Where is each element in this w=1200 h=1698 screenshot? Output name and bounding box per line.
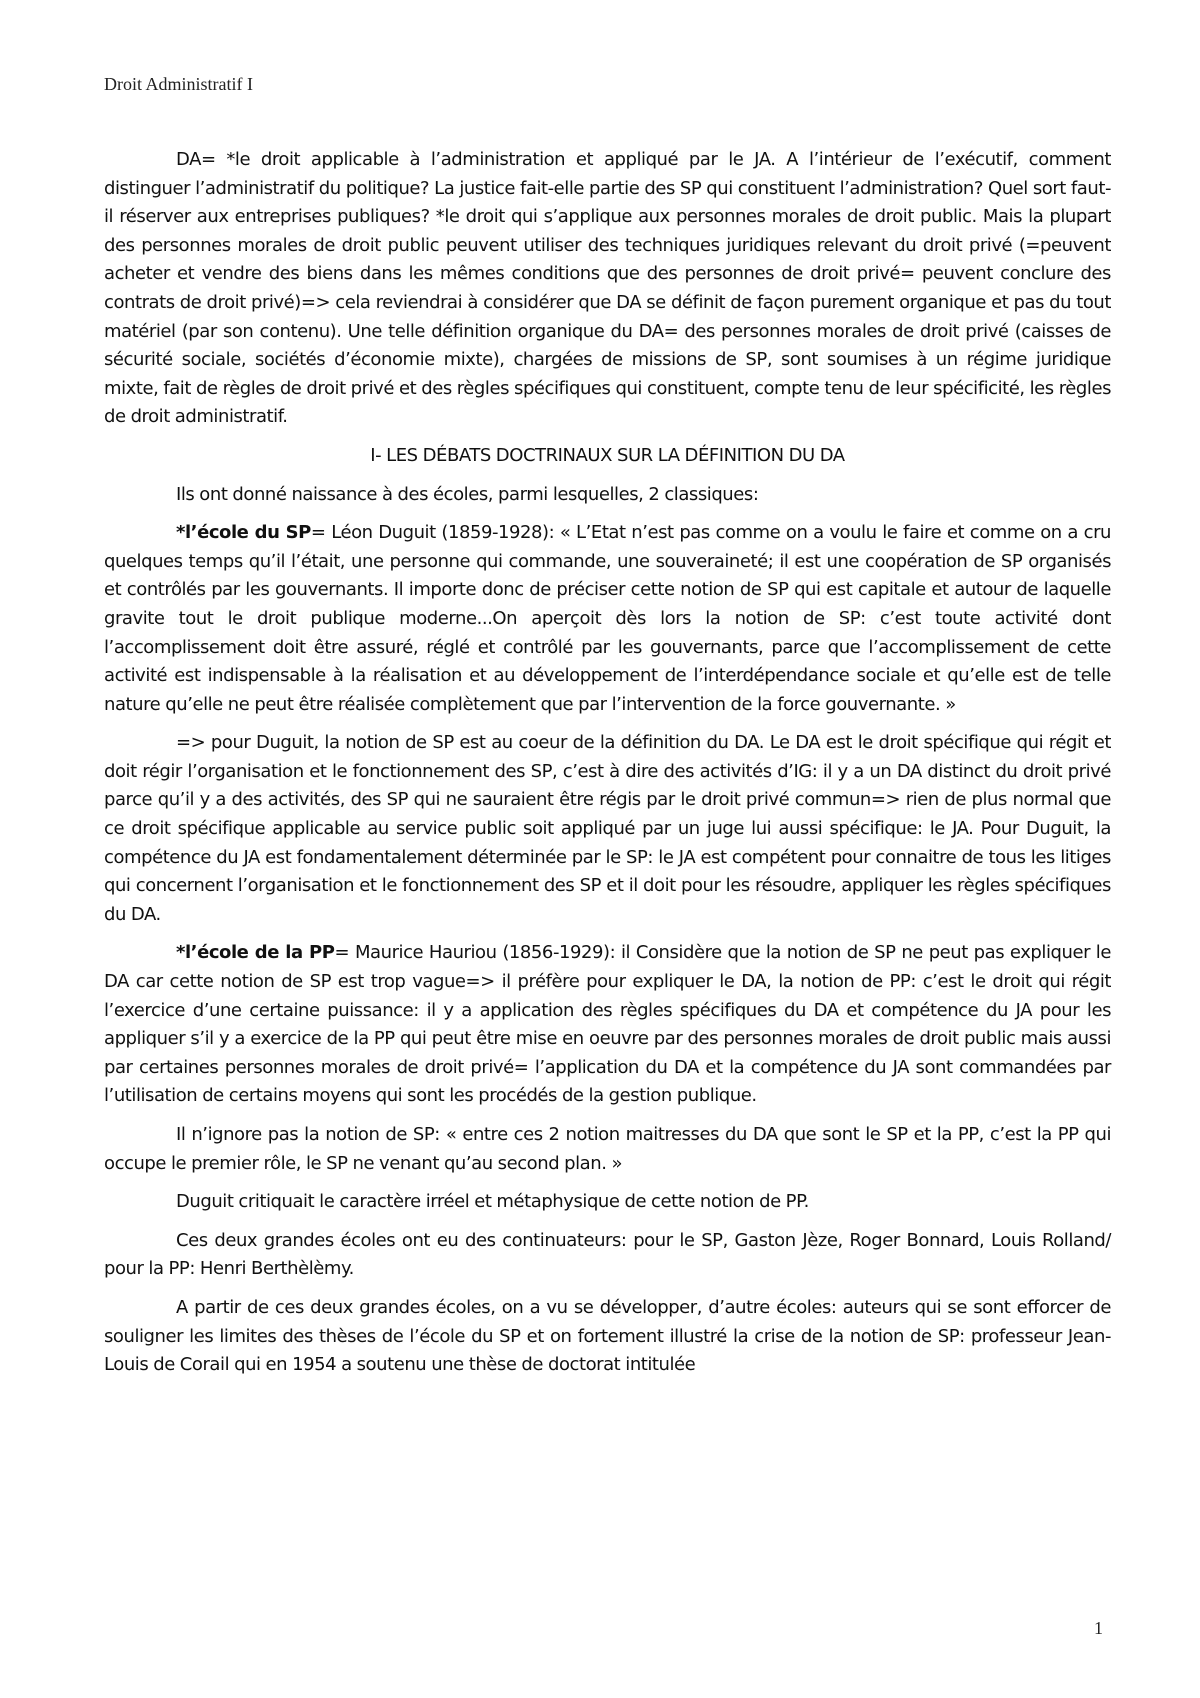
paragraph-school-pp (104, 939, 1111, 1111)
school-pp-text: = Maurice Hauriou (1856-1929): il Considère que la notion de SP ne peut pas expliquer le DA car cette notion de SP est trop vague=> il préfère pour expliquer le DA, la notion de PP: c’est le droit qui régit l’exercice d’une certaine puissance: il y a application des règles spécifiques du DA et compétence du JA pour les appliquer s’il y a exercice de la PP qui peut être mise en oeuvre par des personnes morales de droit public mais aussi par certaines personnes morales de droit privé= l’application du DA et la compétence du JA sont commandées par l’utilisation de certains moyens qui sont les procédés de la gestion publique. (104, 942, 1111, 1107)
paragraph-continuators: Ces deux grandes écoles ont eu des continuateurs: pour le SP, Gaston Jèze, Roger Bonnard, Louis Rolland/ pour la PP: Henri Berthèlèmy. (104, 1229, 1111, 1280)
paragraph-hauriou-quote: Il n’ignore pas la notion de SP: « entre ces 2 notion maitresses du DA que sont le SP et la PP, c’est la PP qui occupe le premier rôle, le SP ne venant qu’au second plan. » (104, 1124, 1111, 1174)
paragraph-definition: DA= *le droit applicable à l’administration et appliqué par le JA. A l’intérieur de l’exécutif, comment distinguer l’administratif du politique? La justice fait-elle partie des SP qui constituent l’administration? Quel sort faut-il réserver aux entreprises publiques? *le droit qui s’applique aux personnes morales de droit public. Mais la plupart des personnes morales de droit public peuvent utiliser des techniques juridiques relevant du droit privé (=peuvent acheter et vendre des biens dans les mêmes conditions que des personnes de droit privé= peuvent conclure des contrats de droit privé)=> cela reviendrai à considérer que DA se définit de façon purement organique et pas du tout matériel (par son contenu). Une telle définition organique du DA= des personnes morales de droit privé (caisses de sécurité sociale, sociétés d’économie mixte), chargées de missions de SP, sont soumises à un régime juridique mixte, fait de règles de droit privé et des règles spécifiques qui constituent, compte tenu de leur spécificité, les règles de droit administratif. (104, 149, 1111, 428)
school-sp-text: = Léon Duguit (1859-1928): « L’Etat n’est pas comme on a voulu le faire et comme on a cru quelques temps qu’il l’était, une personne qui commande, une souveraineté; il est une coopération de SP organisés et contrôlés par les gouvernants. Il importe donc de préciser cette notion de SP qui est capitale et autour de laquelle gravite tout le droit publique moderne...On aperçoit dès lors la notion de SP: c’est toute activité dont l’accomplissement doit être assuré, réglé et contrôlé par les gouvernants, parce que l’accomplissement de cette activité est indispensable à la réalisation et au développement de l’interdépendance sociale et qu’elle est de telle nature qu’elle ne peut être réalisée complètement que par l’intervention de la force gouvernante. » (104, 522, 1111, 715)
section-heading: I- LES DÉBATS DOCTRINAUX SUR LA DÉFINITION DU DA (370, 444, 845, 466)
paragraph-school-sp (104, 519, 1111, 719)
paragraph-duguit-critique: Duguit critiquait le caractère irréel et métaphysique de cette notion de PP. (176, 1191, 809, 1213)
school-sp-title: *l’école du SP (176, 522, 311, 544)
page-number: 1 (1094, 1618, 1103, 1638)
school-pp-title: *l’école de la PP (176, 942, 335, 964)
running-header: Droit Administratif I (104, 74, 253, 94)
paragraph-other-schools: A partir de ces deux grandes écoles, on a vu se développer, d’autre écoles: auteurs qui se sont efforcer de souligner les limites des thèses de l’école du SP et on fortement illustré la crise de la notion de SP: professeur Jean-Louis de Corail qui en 1954 a soutenu une thèse de doctorat intitulée (104, 1296, 1111, 1376)
paragraph-duguit-analysis: => pour Duguit, la notion de SP est au coeur de la définition du DA. Le DA est le droit spécifique qui régit et doit régir l’organisation et le fonctionnement des SP, c’est à dire des activités d’IG: il y a un DA distinct du droit privé parce qu’il y a des activités, des SP qui ne sauraient être régis par le droit privé commun=> rien de plus normal que ce droit spécifique applicable au service public soit appliqué par un juge lui aussi spécifique: le JA. Pour Duguit, la compétence du JA est fondamentalement déterminée par le SP: le JA est compétent pour connaitre de tous les litiges qui concernent l’organisation et le fonctionnement des SP et il doit pour les résoudre, appliquer les règles spécifiques du DA. (104, 732, 1111, 925)
document-body (104, 146, 1111, 1390)
paragraph-schools-intro: Ils ont donné naissance à des écoles, parmi lesquelles, 2 classiques: (176, 483, 759, 505)
